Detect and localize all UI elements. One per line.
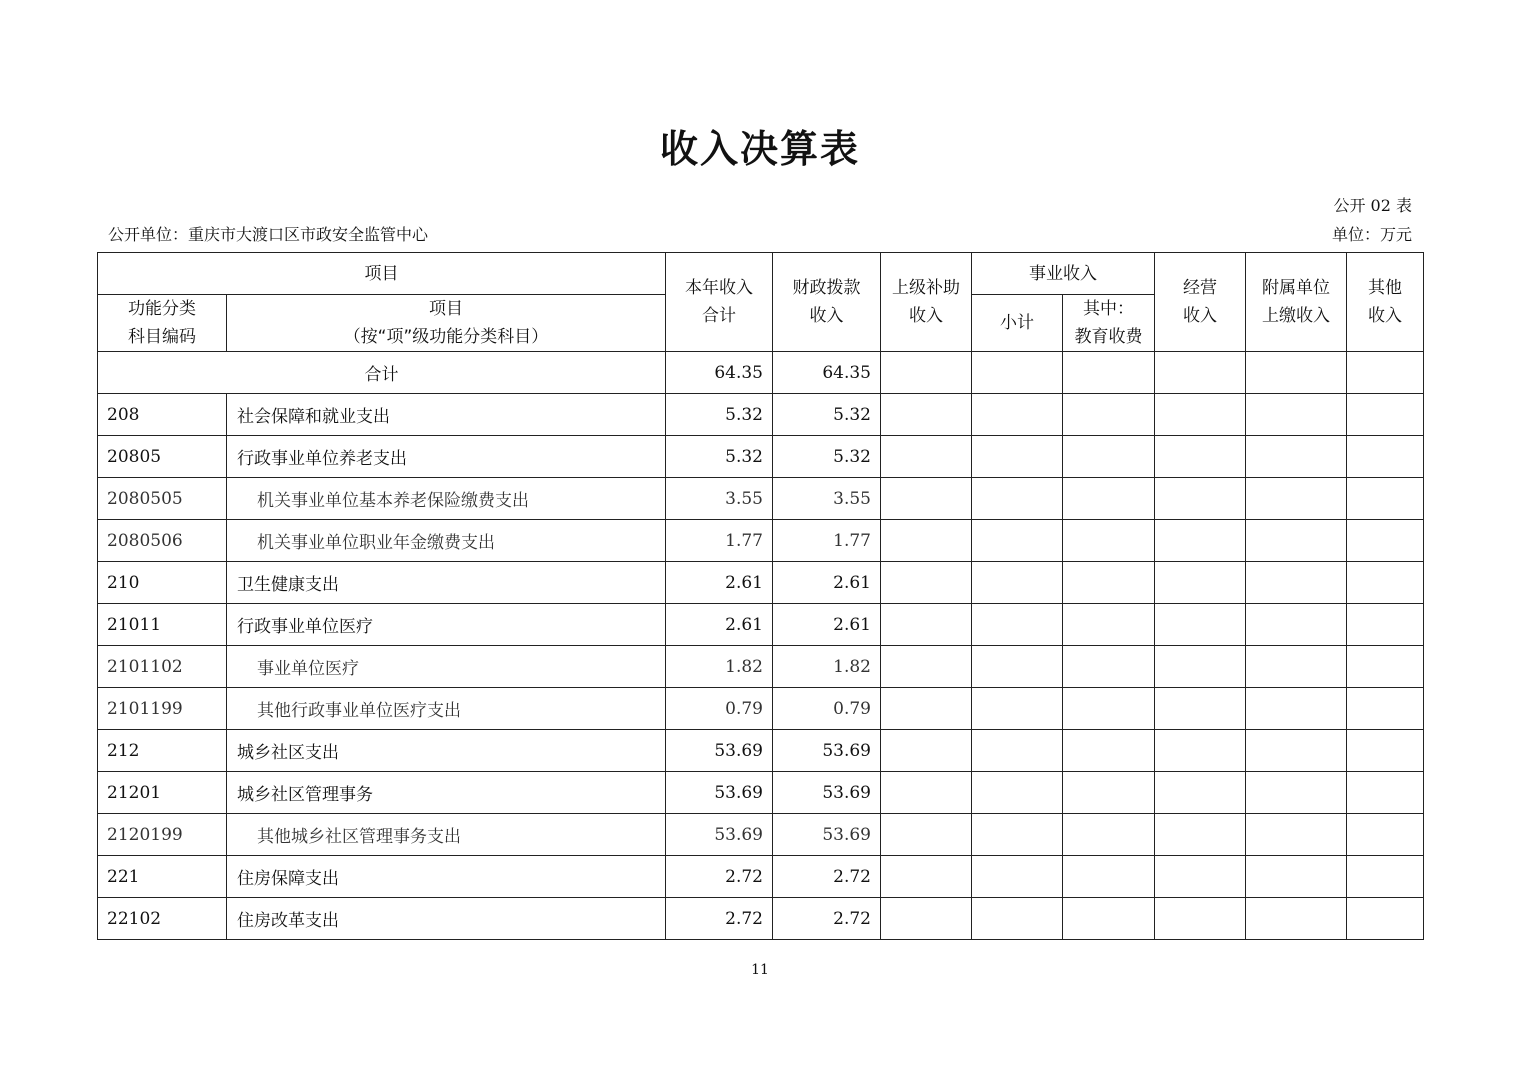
empty-cell	[881, 688, 972, 730]
empty-cell	[972, 688, 1063, 730]
total-label: 合计	[98, 352, 666, 394]
empty-cell	[972, 898, 1063, 940]
empty-cell	[1246, 478, 1347, 520]
row-fiscal: 5.32	[773, 436, 881, 478]
empty-cell	[1347, 436, 1424, 478]
row-total: 53.69	[666, 772, 773, 814]
header-item: 项目 （按“项”级功能分类科目）	[227, 295, 666, 352]
empty-cell	[1155, 646, 1246, 688]
empty-cell	[972, 646, 1063, 688]
empty-cell	[1347, 730, 1424, 772]
header-operating: 经营 收入	[1155, 253, 1246, 352]
empty-cell	[1155, 520, 1246, 562]
organization-name: 公开单位：重庆市大渡口区市政安全监管中心	[108, 225, 429, 244]
empty-cell	[1155, 898, 1246, 940]
header-career-edu: 其中： 教育收费	[1063, 295, 1155, 352]
row-name: 住房改革支出	[227, 898, 666, 940]
income-table	[97, 252, 1424, 940]
row-name: 事业单位医疗	[227, 646, 666, 688]
empty-cell	[1347, 604, 1424, 646]
table-row	[98, 604, 1424, 646]
row-name: 住房保障支出	[227, 856, 666, 898]
empty-cell	[1246, 814, 1347, 856]
table-header	[98, 253, 1424, 352]
row-fiscal: 2.72	[773, 856, 881, 898]
empty-cell	[1246, 688, 1347, 730]
row-total: 0.79	[666, 688, 773, 730]
empty-cell	[1063, 898, 1155, 940]
empty-cell	[972, 730, 1063, 772]
empty-cell	[1246, 772, 1347, 814]
table-row	[98, 520, 1424, 562]
empty-cell	[1347, 394, 1424, 436]
header-total: 本年收入 合计	[666, 253, 773, 352]
row-total: 2.72	[666, 856, 773, 898]
row-total: 53.69	[666, 730, 773, 772]
row-total: 2.61	[666, 562, 773, 604]
empty-cell	[1063, 394, 1155, 436]
row-code: 22102	[98, 898, 227, 940]
empty-cell	[972, 352, 1063, 394]
row-name: 城乡社区管理事务	[227, 772, 666, 814]
empty-cell	[881, 604, 972, 646]
table-row	[98, 730, 1424, 772]
empty-cell	[1155, 772, 1246, 814]
empty-cell	[972, 814, 1063, 856]
row-fiscal: 1.82	[773, 646, 881, 688]
row-code: 2101102	[98, 646, 227, 688]
empty-cell	[1063, 772, 1155, 814]
empty-cell	[1347, 352, 1424, 394]
row-fiscal: 5.32	[773, 394, 881, 436]
row-total: 53.69	[666, 814, 773, 856]
empty-cell	[1155, 730, 1246, 772]
row-total: 3.55	[666, 478, 773, 520]
empty-cell	[1155, 856, 1246, 898]
empty-cell	[1246, 436, 1347, 478]
header-fiscal: 财政拨款 收入	[773, 253, 881, 352]
empty-cell	[1155, 352, 1246, 394]
row-code: 2101199	[98, 688, 227, 730]
row-name: 卫生健康支出	[227, 562, 666, 604]
row-fiscal: 0.79	[773, 688, 881, 730]
empty-cell	[1063, 604, 1155, 646]
row-fiscal: 3.55	[773, 478, 881, 520]
empty-cell	[1246, 898, 1347, 940]
empty-cell	[1155, 814, 1246, 856]
empty-cell	[1347, 520, 1424, 562]
empty-cell	[881, 898, 972, 940]
empty-cell	[1063, 730, 1155, 772]
table-row	[98, 478, 1424, 520]
empty-cell	[1347, 688, 1424, 730]
empty-cell	[1063, 814, 1155, 856]
row-name: 机关事业单位职业年金缴费支出	[227, 520, 666, 562]
header-project: 项目	[98, 253, 666, 295]
empty-cell	[1246, 856, 1347, 898]
row-name: 其他城乡社区管理事务支出	[227, 814, 666, 856]
empty-cell	[1155, 562, 1246, 604]
row-fiscal: 1.77	[773, 520, 881, 562]
row-fiscal: 53.69	[773, 814, 881, 856]
row-name: 社会保障和就业支出	[227, 394, 666, 436]
empty-cell	[881, 730, 972, 772]
empty-cell	[1347, 562, 1424, 604]
row-total: 2.72	[666, 898, 773, 940]
empty-cell	[1155, 394, 1246, 436]
empty-cell	[1063, 436, 1155, 478]
row-total: 5.32	[666, 436, 773, 478]
unit-label: 单位：万元	[1331, 225, 1412, 244]
row-total: 1.82	[666, 646, 773, 688]
table-row	[98, 646, 1424, 688]
row-code: 2120199	[98, 814, 227, 856]
header-code: 功能分类 科目编码	[98, 295, 227, 352]
empty-cell	[1063, 520, 1155, 562]
empty-cell	[972, 772, 1063, 814]
empty-cell	[881, 814, 972, 856]
row-name: 行政事业单位养老支出	[227, 436, 666, 478]
empty-cell	[972, 520, 1063, 562]
empty-cell	[1063, 856, 1155, 898]
row-code: 210	[98, 562, 227, 604]
empty-cell	[881, 394, 972, 436]
empty-cell	[1063, 352, 1155, 394]
row-name: 行政事业单位医疗	[227, 604, 666, 646]
row-name: 其他行政事业单位医疗支出	[227, 688, 666, 730]
table-row	[98, 772, 1424, 814]
row-name: 城乡社区支出	[227, 730, 666, 772]
empty-cell	[972, 604, 1063, 646]
empty-cell	[972, 436, 1063, 478]
table-body	[98, 352, 1424, 940]
row-total: 5.32	[666, 394, 773, 436]
table-row	[98, 394, 1424, 436]
row-code: 21201	[98, 772, 227, 814]
header-career: 事业收入	[972, 253, 1155, 295]
empty-cell	[1155, 436, 1246, 478]
empty-cell	[1246, 394, 1347, 436]
empty-cell	[1246, 352, 1347, 394]
empty-cell	[1063, 562, 1155, 604]
empty-cell	[972, 478, 1063, 520]
row-code: 20805	[98, 436, 227, 478]
header-upper: 上级补助 收入	[881, 253, 972, 352]
table-row	[98, 688, 1424, 730]
empty-cell	[881, 520, 972, 562]
empty-cell	[881, 478, 972, 520]
row-fiscal: 2.61	[773, 604, 881, 646]
empty-cell	[1155, 478, 1246, 520]
empty-cell	[1246, 562, 1347, 604]
empty-cell	[881, 562, 972, 604]
empty-cell	[881, 772, 972, 814]
form-number: 公开 02 表	[1333, 196, 1412, 215]
header-career-subtotal: 小计	[972, 295, 1063, 352]
empty-cell	[1246, 520, 1347, 562]
page-number: 11	[751, 962, 769, 978]
empty-cell	[1347, 856, 1424, 898]
empty-cell	[1347, 772, 1424, 814]
row-code: 221	[98, 856, 227, 898]
row-total: 1.77	[666, 520, 773, 562]
empty-cell	[1347, 646, 1424, 688]
total-row	[98, 352, 1424, 394]
table-row	[98, 436, 1424, 478]
row-fiscal: 53.69	[773, 772, 881, 814]
empty-cell	[881, 646, 972, 688]
empty-cell	[1063, 646, 1155, 688]
table-row	[98, 562, 1424, 604]
header-other: 其他 收入	[1347, 253, 1424, 352]
row-code: 2080505	[98, 478, 227, 520]
row-code: 208	[98, 394, 227, 436]
empty-cell	[1246, 604, 1347, 646]
row-total: 2.61	[666, 604, 773, 646]
empty-cell	[972, 394, 1063, 436]
row-fiscal: 2.61	[773, 562, 881, 604]
empty-cell	[1155, 688, 1246, 730]
header-affiliated: 附属单位 上缴收入	[1246, 253, 1347, 352]
table-row	[98, 814, 1424, 856]
row-code: 212	[98, 730, 227, 772]
empty-cell	[1155, 604, 1246, 646]
row-fiscal: 53.69	[773, 730, 881, 772]
page-title: 收入决算表	[659, 127, 860, 171]
total-amount: 64.35	[666, 352, 773, 394]
table-row	[98, 856, 1424, 898]
empty-cell	[881, 352, 972, 394]
empty-cell	[1347, 478, 1424, 520]
row-name: 机关事业单位基本养老保险缴费支出	[227, 478, 666, 520]
empty-cell	[1246, 730, 1347, 772]
row-code: 2080506	[98, 520, 227, 562]
empty-cell	[972, 562, 1063, 604]
empty-cell	[1347, 898, 1424, 940]
row-code: 21011	[98, 604, 227, 646]
table-row	[98, 898, 1424, 940]
empty-cell	[1063, 688, 1155, 730]
empty-cell	[1246, 646, 1347, 688]
empty-cell	[972, 856, 1063, 898]
empty-cell	[881, 436, 972, 478]
total-fiscal: 64.35	[773, 352, 881, 394]
empty-cell	[1063, 478, 1155, 520]
empty-cell	[881, 856, 972, 898]
row-fiscal: 2.72	[773, 898, 881, 940]
empty-cell	[1347, 814, 1424, 856]
